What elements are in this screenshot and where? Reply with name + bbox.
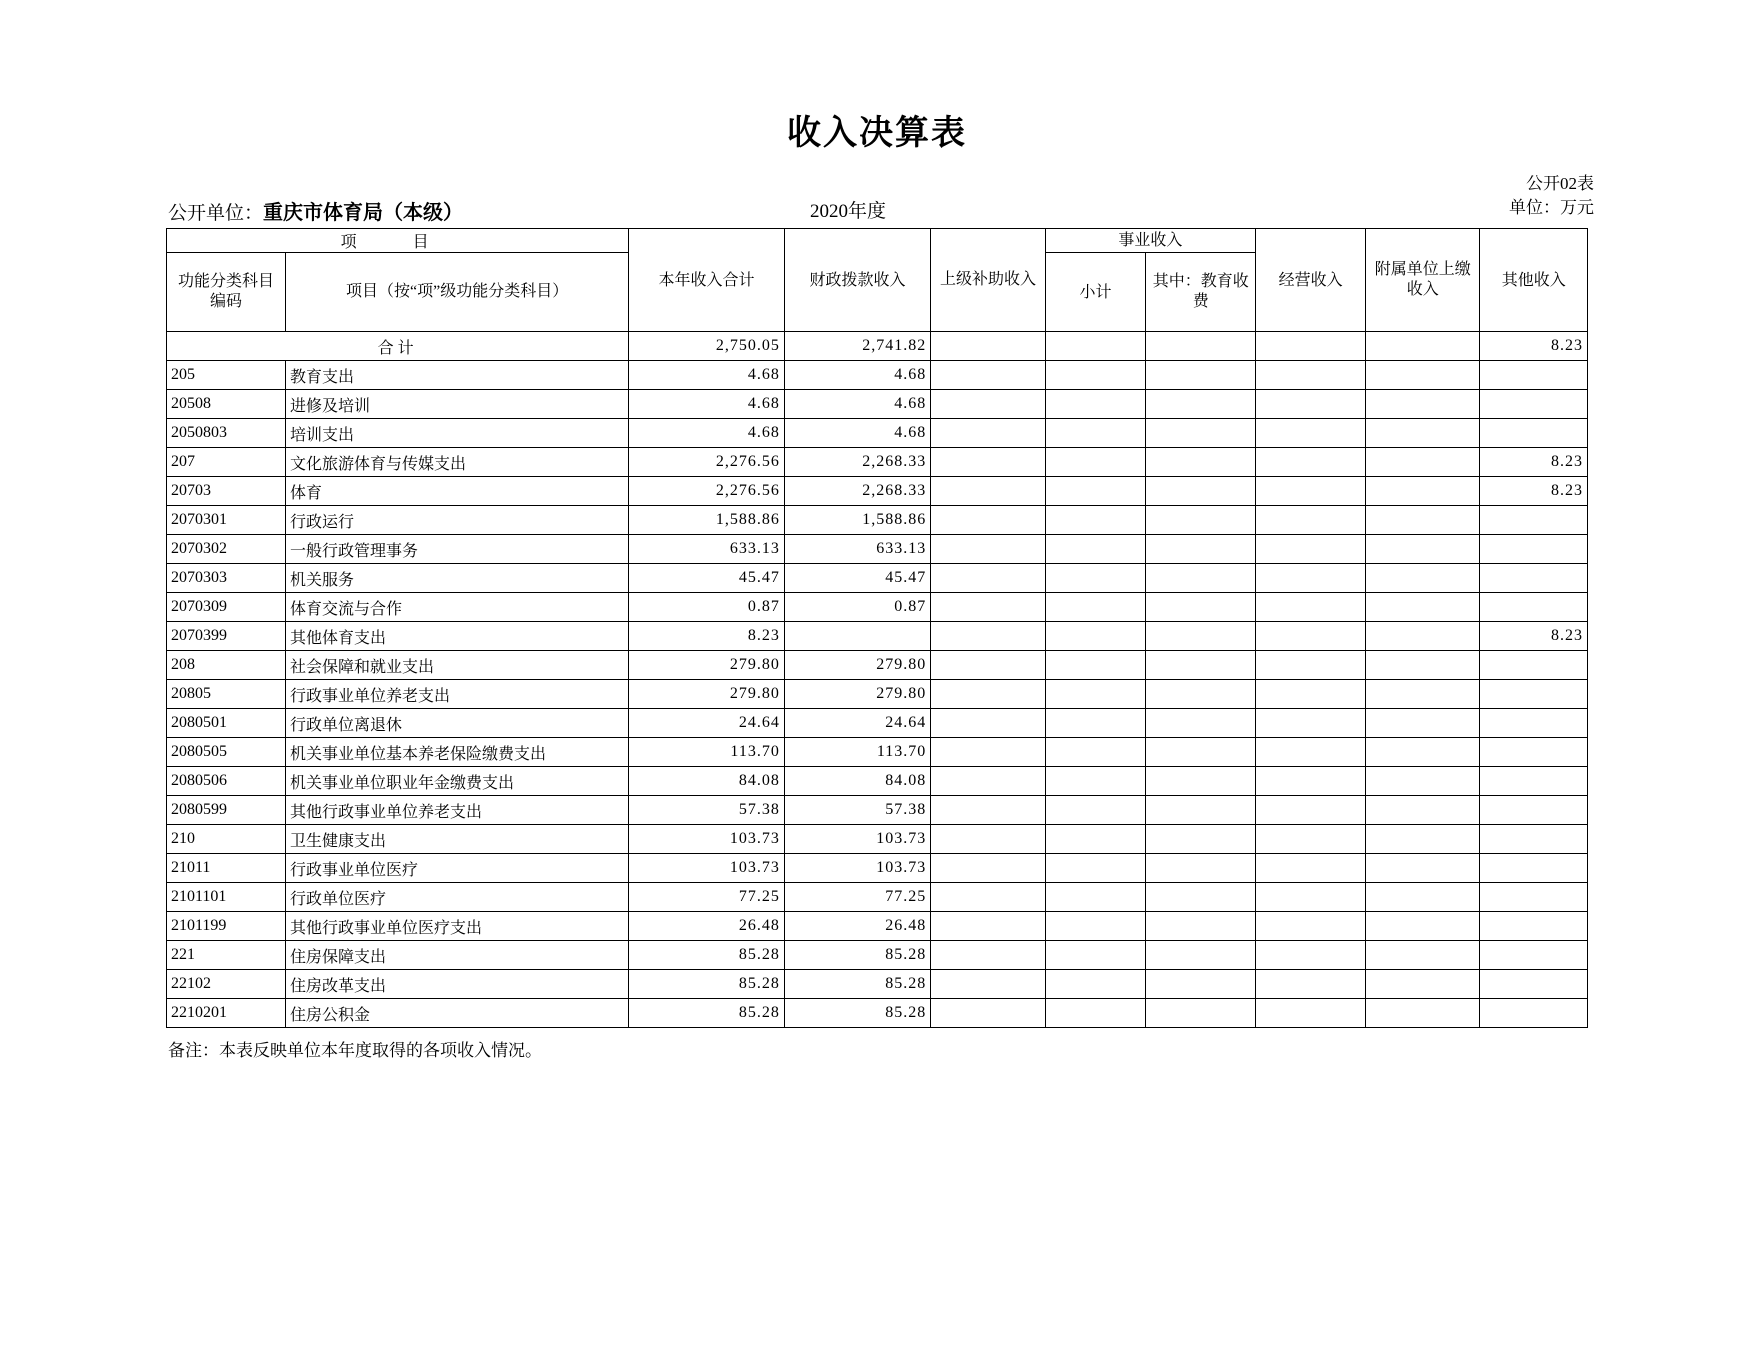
row-superior-subsidy [931, 854, 1045, 883]
row-total-income: 24.64 [629, 709, 785, 738]
row-operating-income [1256, 332, 1366, 361]
row-affiliate-remittance [1366, 883, 1480, 912]
row-item-name: 住房保障支出 [285, 941, 628, 970]
table-row [167, 564, 1588, 593]
row-fiscal-appropriation: 77.25 [784, 883, 930, 912]
row-function-code: 2080501 [167, 709, 286, 738]
row-other-income [1480, 941, 1588, 970]
row-other-income [1480, 767, 1588, 796]
row-fiscal-appropriation: 633.13 [784, 535, 930, 564]
row-operating-income [1256, 448, 1366, 477]
table-row [167, 506, 1588, 535]
row-affiliate-remittance [1366, 506, 1480, 535]
row-fiscal-appropriation: 4.68 [784, 361, 930, 390]
row-affiliate-remittance [1366, 767, 1480, 796]
row-function-code: 2070302 [167, 535, 286, 564]
publishing-unit-name: 重庆市体育局（本级） [263, 202, 464, 224]
table-row [167, 651, 1588, 680]
table-row [167, 767, 1588, 796]
row-item-name: 一般行政管理事务 [285, 535, 628, 564]
row-business-education-fee [1146, 419, 1256, 448]
row-business-subtotal [1045, 506, 1146, 535]
row-business-education-fee [1146, 883, 1256, 912]
header-item-group: 项 目 [167, 229, 629, 253]
row-business-subtotal [1045, 709, 1146, 738]
row-business-education-fee [1146, 767, 1256, 796]
row-function-code: 2070301 [167, 506, 286, 535]
row-other-income [1480, 651, 1588, 680]
row-business-subtotal [1045, 332, 1146, 361]
row-affiliate-remittance [1366, 680, 1480, 709]
row-other-income [1480, 506, 1588, 535]
row-item-name: 社会保障和就业支出 [285, 651, 628, 680]
row-business-education-fee [1146, 680, 1256, 709]
row-operating-income [1256, 912, 1366, 941]
row-superior-subsidy [931, 941, 1045, 970]
row-superior-subsidy [931, 767, 1045, 796]
row-operating-income [1256, 680, 1366, 709]
row-fiscal-appropriation: 113.70 [784, 738, 930, 767]
row-other-income: 8.23 [1480, 448, 1588, 477]
row-other-income: 8.23 [1480, 332, 1588, 361]
row-total-income: 279.80 [629, 651, 785, 680]
row-function-code: 20805 [167, 680, 286, 709]
row-business-subtotal [1045, 941, 1146, 970]
row-business-education-fee [1146, 332, 1256, 361]
row-business-education-fee [1146, 825, 1256, 854]
document-meta [0, 176, 1754, 222]
row-superior-subsidy [931, 477, 1045, 506]
row-function-code: 20508 [167, 390, 286, 419]
table-row [167, 535, 1588, 564]
table-row [167, 999, 1588, 1028]
table-row [167, 709, 1588, 738]
row-business-subtotal [1045, 854, 1146, 883]
table-row [167, 448, 1588, 477]
row-operating-income [1256, 941, 1366, 970]
header-function-code: 功能分类科目编码 [167, 253, 286, 332]
page-title: 收入决算表 [787, 113, 967, 153]
header-business-subtotal: 小计 [1045, 253, 1146, 332]
row-superior-subsidy [931, 390, 1045, 419]
row-item-name: 行政单位医疗 [285, 883, 628, 912]
row-affiliate-remittance [1366, 970, 1480, 999]
row-fiscal-appropriation [784, 622, 930, 651]
table-row [167, 419, 1588, 448]
row-business-subtotal [1045, 477, 1146, 506]
row-function-code: 21011 [167, 854, 286, 883]
row-other-income [1480, 709, 1588, 738]
row-function-code: 210 [167, 825, 286, 854]
row-business-subtotal [1045, 883, 1146, 912]
row-superior-subsidy [931, 506, 1045, 535]
header-affiliate-remittance: 附属单位上缴收入 [1366, 229, 1480, 332]
row-item-name: 文化旅游体育与传媒支出 [285, 448, 628, 477]
row-total-income: 103.73 [629, 854, 785, 883]
row-total-income: 2,276.56 [629, 448, 785, 477]
row-total-income: 84.08 [629, 767, 785, 796]
table-row [167, 680, 1588, 709]
row-total-income: 45.47 [629, 564, 785, 593]
row-affiliate-remittance [1366, 477, 1480, 506]
row-affiliate-remittance [1366, 738, 1480, 767]
row-other-income [1480, 390, 1588, 419]
row-fiscal-appropriation: 2,741.82 [784, 332, 930, 361]
row-business-education-fee [1146, 448, 1256, 477]
row-total-income: 113.70 [629, 738, 785, 767]
row-affiliate-remittance [1366, 622, 1480, 651]
row-business-education-fee [1146, 535, 1256, 564]
header-superior-subsidy: 上级补助收入 [931, 229, 1045, 332]
row-superior-subsidy [931, 535, 1045, 564]
row-other-income [1480, 419, 1588, 448]
form-number: 公开02表 [1526, 174, 1594, 193]
header-row-1 [167, 229, 1588, 253]
row-operating-income [1256, 825, 1366, 854]
row-affiliate-remittance [1366, 361, 1480, 390]
row-affiliate-remittance [1366, 332, 1480, 361]
row-operating-income [1256, 970, 1366, 999]
row-affiliate-remittance [1366, 419, 1480, 448]
row-total-income: 4.68 [629, 390, 785, 419]
header-operating-income: 经营收入 [1256, 229, 1366, 332]
row-fiscal-appropriation: 0.87 [784, 593, 930, 622]
row-superior-subsidy [931, 825, 1045, 854]
row-total-income: 2,276.56 [629, 477, 785, 506]
row-affiliate-remittance [1366, 999, 1480, 1028]
row-function-code: 2101199 [167, 912, 286, 941]
row-fiscal-appropriation: 1,588.86 [784, 506, 930, 535]
row-total-income: 57.38 [629, 796, 785, 825]
row-total-income: 633.13 [629, 535, 785, 564]
row-item-name: 行政单位离退休 [285, 709, 628, 738]
row-business-education-fee [1146, 999, 1256, 1028]
row-business-subtotal [1045, 564, 1146, 593]
row-item-name: 培训支出 [285, 419, 628, 448]
row-function-code: 2070309 [167, 593, 286, 622]
row-function-code: 20703 [167, 477, 286, 506]
table-row [167, 825, 1588, 854]
row-business-subtotal [1045, 825, 1146, 854]
row-function-code: 207 [167, 448, 286, 477]
row-total-income: 85.28 [629, 941, 785, 970]
row-business-education-fee [1146, 912, 1256, 941]
row-fiscal-appropriation: 24.64 [784, 709, 930, 738]
fiscal-year: 2020年度 [810, 201, 887, 222]
row-fiscal-appropriation: 2,268.33 [784, 448, 930, 477]
row-item-name: 卫生健康支出 [285, 825, 628, 854]
row-business-subtotal [1045, 970, 1146, 999]
header-business-income: 事业收入 [1045, 229, 1256, 253]
table-row [167, 941, 1588, 970]
table-row [167, 622, 1588, 651]
row-business-subtotal [1045, 448, 1146, 477]
row-function-code: 2080599 [167, 796, 286, 825]
row-fiscal-appropriation: 4.68 [784, 419, 930, 448]
row-fiscal-appropriation: 85.28 [784, 970, 930, 999]
row-other-income: 8.23 [1480, 622, 1588, 651]
row-operating-income [1256, 593, 1366, 622]
row-item-name: 行政运行 [285, 506, 628, 535]
row-other-income [1480, 680, 1588, 709]
table-row [167, 883, 1588, 912]
row-fiscal-appropriation: 279.80 [784, 680, 930, 709]
row-other-income [1480, 535, 1588, 564]
row-item-name: 体育交流与合作 [285, 593, 628, 622]
row-affiliate-remittance [1366, 448, 1480, 477]
row-superior-subsidy [931, 622, 1045, 651]
row-other-income [1480, 883, 1588, 912]
row-other-income [1480, 593, 1588, 622]
row-fiscal-appropriation: 57.38 [784, 796, 930, 825]
table-row [167, 796, 1588, 825]
row-business-education-fee [1146, 390, 1256, 419]
header-fiscal-appropriation: 财政拨款收入 [784, 229, 930, 332]
row-operating-income [1256, 709, 1366, 738]
row-business-subtotal [1045, 999, 1146, 1028]
row-function-code: 2080505 [167, 738, 286, 767]
row-operating-income [1256, 651, 1366, 680]
row-superior-subsidy [931, 593, 1045, 622]
form-meta [1509, 172, 1594, 220]
row-affiliate-remittance [1366, 796, 1480, 825]
row-affiliate-remittance [1366, 912, 1480, 941]
row-item-name: 其他行政事业单位医疗支出 [285, 912, 628, 941]
row-other-income [1480, 999, 1588, 1028]
table-row [167, 361, 1588, 390]
row-fiscal-appropriation: 45.47 [784, 564, 930, 593]
row-fiscal-appropriation: 26.48 [784, 912, 930, 941]
row-business-education-fee [1146, 593, 1256, 622]
row-operating-income [1256, 564, 1366, 593]
row-superior-subsidy [931, 419, 1045, 448]
row-affiliate-remittance [1366, 825, 1480, 854]
row-item-name: 机关事业单位基本养老保险缴费支出 [285, 738, 628, 767]
row-other-income [1480, 970, 1588, 999]
table-row [167, 854, 1588, 883]
row-other-income [1480, 796, 1588, 825]
row-affiliate-remittance [1366, 709, 1480, 738]
row-affiliate-remittance [1366, 390, 1480, 419]
row-total-income: 103.73 [629, 825, 785, 854]
row-other-income [1480, 825, 1588, 854]
row-superior-subsidy [931, 332, 1045, 361]
row-business-education-fee [1146, 477, 1256, 506]
table-row [167, 912, 1588, 941]
row-superior-subsidy [931, 680, 1045, 709]
row-total-income: 0.87 [629, 593, 785, 622]
row-item-name: 机关服务 [285, 564, 628, 593]
row-superior-subsidy [931, 709, 1045, 738]
document-page [0, 105, 1754, 1345]
row-item-name: 其他行政事业单位养老支出 [285, 796, 628, 825]
row-fiscal-appropriation: 4.68 [784, 390, 930, 419]
row-affiliate-remittance [1366, 593, 1480, 622]
table-row [167, 970, 1588, 999]
currency-unit: 单位：万元 [1509, 198, 1594, 217]
table-row [167, 477, 1588, 506]
row-total-income: 4.68 [629, 361, 785, 390]
row-operating-income [1256, 767, 1366, 796]
row-total-income: 8.23 [629, 622, 785, 651]
row-superior-subsidy [931, 883, 1045, 912]
row-item-name: 行政事业单位养老支出 [285, 680, 628, 709]
row-operating-income [1256, 535, 1366, 564]
row-business-education-fee [1146, 651, 1256, 680]
header-other-income: 其他收入 [1480, 229, 1588, 332]
row-total-income: 279.80 [629, 680, 785, 709]
row-other-income [1480, 912, 1588, 941]
row-business-education-fee [1146, 564, 1256, 593]
row-affiliate-remittance [1366, 564, 1480, 593]
row-business-education-fee [1146, 796, 1256, 825]
row-item-name: 体育 [285, 477, 628, 506]
row-operating-income [1256, 477, 1366, 506]
row-superior-subsidy [931, 448, 1045, 477]
row-total-income: 2,750.05 [629, 332, 785, 361]
row-business-education-fee [1146, 622, 1256, 651]
row-function-code: 2210201 [167, 999, 286, 1028]
row-superior-subsidy [931, 912, 1045, 941]
row-item-name: 机关事业单位职业年金缴费支出 [285, 767, 628, 796]
row-fiscal-appropriation: 85.28 [784, 999, 930, 1028]
row-total-income: 77.25 [629, 883, 785, 912]
row-total-income: 1,588.86 [629, 506, 785, 535]
row-business-subtotal [1045, 767, 1146, 796]
row-fiscal-appropriation: 85.28 [784, 941, 930, 970]
row-fiscal-appropriation: 279.80 [784, 651, 930, 680]
row-operating-income [1256, 854, 1366, 883]
row-business-subtotal [1045, 390, 1146, 419]
row-function-code: 2070303 [167, 564, 286, 593]
row-business-subtotal [1045, 622, 1146, 651]
row-business-subtotal [1045, 361, 1146, 390]
row-superior-subsidy [931, 970, 1045, 999]
row-other-income [1480, 738, 1588, 767]
row-function-code: 208 [167, 651, 286, 680]
row-superior-subsidy [931, 796, 1045, 825]
row-operating-income [1256, 506, 1366, 535]
row-function-code: 2050803 [167, 419, 286, 448]
row-item-name: 住房改革支出 [285, 970, 628, 999]
row-total-income: 4.68 [629, 419, 785, 448]
row-item-name: 行政事业单位医疗 [285, 854, 628, 883]
row-other-income: 8.23 [1480, 477, 1588, 506]
header-item-name: 项目（按“项”级功能分类科目） [285, 253, 628, 332]
row-business-subtotal [1045, 738, 1146, 767]
row-total-income: 85.28 [629, 999, 785, 1028]
row-total-label: 合计 [167, 332, 629, 361]
row-operating-income [1256, 796, 1366, 825]
header-business-education-fee: 其中：教育收费 [1146, 253, 1256, 332]
header-total-income: 本年收入合计 [629, 229, 785, 332]
table-body [167, 332, 1588, 1028]
row-function-code: 22102 [167, 970, 286, 999]
row-business-education-fee [1146, 941, 1256, 970]
row-superior-subsidy [931, 564, 1045, 593]
publishing-unit [168, 196, 463, 225]
table-row [167, 738, 1588, 767]
income-final-accounts-table [166, 228, 1588, 1028]
row-function-code: 221 [167, 941, 286, 970]
publishing-unit-label: 公开单位： [168, 203, 264, 224]
row-fiscal-appropriation: 84.08 [784, 767, 930, 796]
row-fiscal-appropriation: 2,268.33 [784, 477, 930, 506]
row-function-code: 2080506 [167, 767, 286, 796]
row-business-subtotal [1045, 912, 1146, 941]
row-operating-income [1256, 883, 1366, 912]
row-affiliate-remittance [1366, 651, 1480, 680]
row-business-subtotal [1045, 680, 1146, 709]
row-business-subtotal [1045, 419, 1146, 448]
row-fiscal-appropriation: 103.73 [784, 825, 930, 854]
row-affiliate-remittance [1366, 854, 1480, 883]
row-affiliate-remittance [1366, 535, 1480, 564]
row-item-name: 教育支出 [285, 361, 628, 390]
row-function-code: 205 [167, 361, 286, 390]
row-business-education-fee [1146, 970, 1256, 999]
row-business-subtotal [1045, 593, 1146, 622]
row-business-subtotal [1045, 796, 1146, 825]
row-total-income: 85.28 [629, 970, 785, 999]
table-row [167, 593, 1588, 622]
row-superior-subsidy [931, 361, 1045, 390]
table-row [167, 390, 1588, 419]
row-other-income [1480, 564, 1588, 593]
row-business-education-fee [1146, 361, 1256, 390]
table-row [167, 332, 1588, 361]
row-superior-subsidy [931, 651, 1045, 680]
row-affiliate-remittance [1366, 941, 1480, 970]
row-other-income [1480, 361, 1588, 390]
row-fiscal-appropriation: 103.73 [784, 854, 930, 883]
row-business-education-fee [1146, 854, 1256, 883]
table-note: 备注：本表反映单位本年度取得的各项收入情况。 [168, 1041, 542, 1060]
row-other-income [1480, 854, 1588, 883]
row-operating-income [1256, 419, 1366, 448]
row-function-code: 2101101 [167, 883, 286, 912]
row-superior-subsidy [931, 999, 1045, 1028]
row-total-income: 26.48 [629, 912, 785, 941]
row-operating-income [1256, 390, 1366, 419]
row-operating-income [1256, 738, 1366, 767]
row-item-name: 进修及培训 [285, 390, 628, 419]
row-item-name: 其他体育支出 [285, 622, 628, 651]
row-business-education-fee [1146, 738, 1256, 767]
row-function-code: 2070399 [167, 622, 286, 651]
row-business-education-fee [1146, 506, 1256, 535]
row-business-subtotal [1045, 535, 1146, 564]
row-operating-income [1256, 999, 1366, 1028]
row-business-subtotal [1045, 651, 1146, 680]
row-business-education-fee [1146, 709, 1256, 738]
row-item-name: 住房公积金 [285, 999, 628, 1028]
row-superior-subsidy [931, 738, 1045, 767]
row-operating-income [1256, 622, 1366, 651]
row-operating-income [1256, 361, 1366, 390]
